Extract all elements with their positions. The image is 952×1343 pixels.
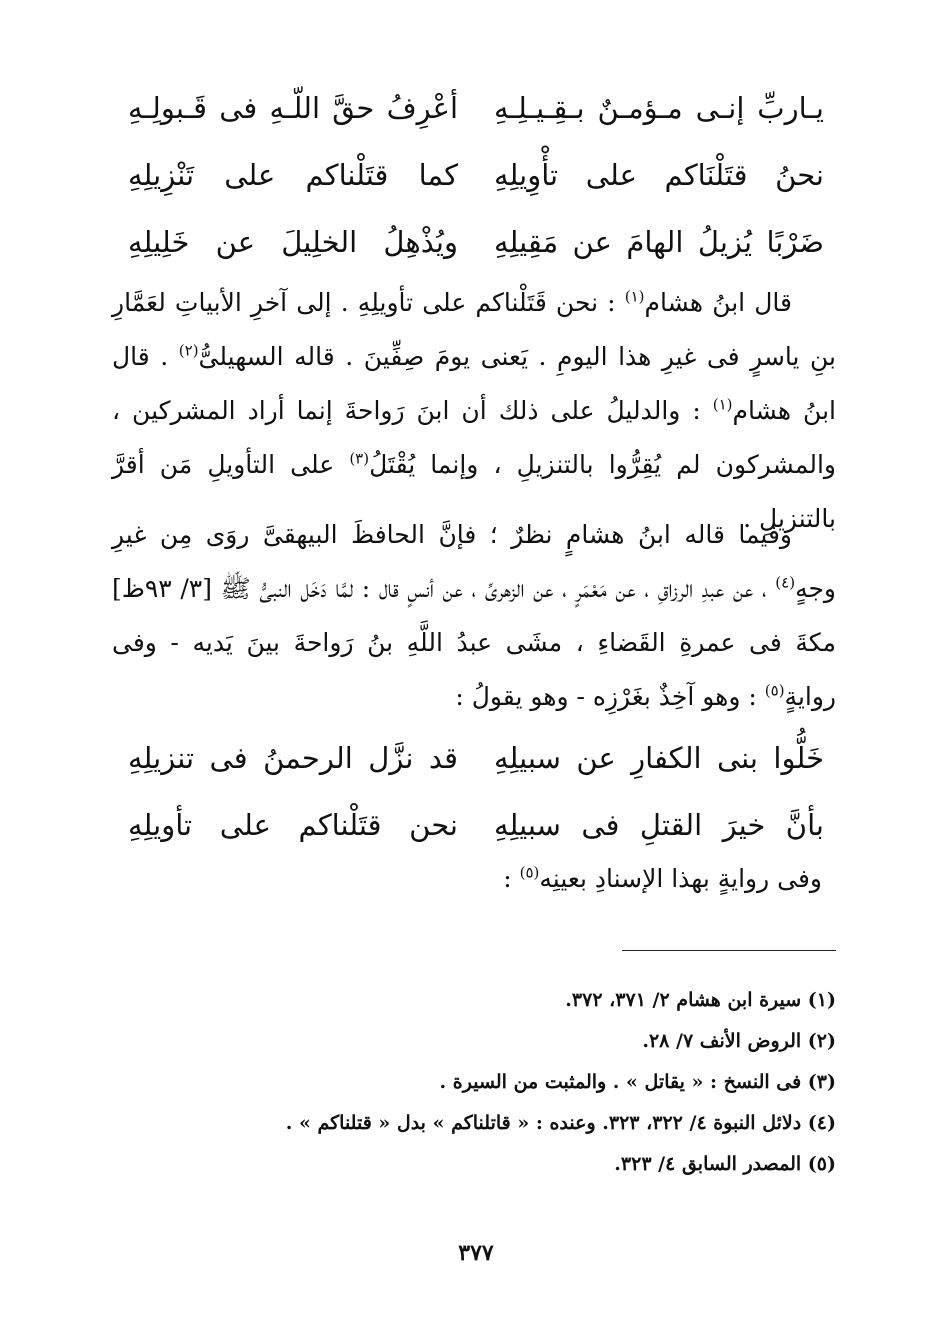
footnote: (١) سيرة ابن هشام ٢/ ٣٧١، ٣٧٢.	[565, 989, 836, 1011]
verse-second-hemistich: كما قتَلْناكم على تَنْزِيلِهِ	[128, 157, 458, 192]
text-run: : وهو آخِذٌ بغَرْزِه - وهو يقولُ :	[455, 682, 765, 711]
verse-second-hemistich: أعْرِفُ حقَّ اللّـهِ فى قَـبولِـهِ	[128, 90, 458, 125]
footnote-ref: (١)	[624, 287, 645, 306]
footnote-ref: (٥)	[764, 681, 785, 700]
poem-top	[128, 74, 824, 275]
paragraph-text	[112, 508, 836, 724]
verse-first-hemistich: بأنَّ خيرَ القتلِ فى سبيلِهِ	[494, 807, 824, 842]
footnote-separator	[622, 950, 836, 951]
paragraph-text	[112, 276, 836, 546]
text-run: : والدليلُ على ذلك أن ابنَ رَواحةَ إنما أراد المشركين ، والمشركون لم يُقِرُّوا بالتنزيلِ ، وإنما يُقْتَلُ	[112, 396, 836, 479]
verse-first-hemistich: خَلُّوا بنى الكفارِ عن سبيلِهِ	[494, 740, 824, 775]
footnote-ref: (٣)	[349, 449, 370, 468]
footnote: (٤) دلائل النبوة ٤/ ٣٢٢، ٣٢٣. وعنده : « قاتلناكم » بدل « قتلناكم » .	[285, 1112, 836, 1134]
footnote-ref: (٥)	[519, 863, 540, 882]
verse-second-hemistich: ويُذْهِلُ الخلِيلَ عن خَلِيلِهِ	[128, 224, 458, 259]
poem-bottom	[128, 724, 824, 858]
text-run: : نحن قَتَلْناكم على تأويلِهِ . إلى آخرِ الأبياتِ لعَمَّارِ بنِ ياسرٍ فى غيرِ هذا اليومِ . يَعنى يومَ صِفِّينَ . قاله السهيلىُّ	[112, 288, 836, 371]
footnote-ref: (٤)	[775, 573, 796, 592]
verse-line	[128, 791, 824, 858]
text-run: :	[503, 864, 520, 893]
footnotes	[136, 980, 836, 1185]
footnote: (٢) الروض الأنف ٧/ ٢٨.	[642, 1030, 836, 1052]
paragraph-bayhaqi	[112, 508, 836, 724]
footnote-ref: (١)	[712, 395, 733, 414]
verse-line	[128, 141, 824, 208]
verse-first-hemistich: نحنُ قتَلْنَاكم على تأْوِيلِهِ	[494, 157, 824, 192]
text-run: قال ابنُ هشام	[644, 288, 792, 317]
text-run: ، عن عبدِ الرزاقِ ، عن مَعْمَرٍ ، عن الزهرىِّ ، عن أنسٍ قال : لمَّا دَخَل النبىُّ ﷺ [٣/ ٩٣ظ] مكةَ فى عمرةِ القَضاءِ ، مشَى عبدُ اللَّهِ بنُ رَواحةَ بينَ يَديه - وفى روايةٍ	[112, 574, 836, 711]
text-run: على التأويلِ مَن أقرَّ بالتنزيلِ .	[112, 450, 836, 533]
verse-first-hemistich: يـاربِّ إنـى مـؤمـنٌ بـقِـيـلِـهِ	[494, 90, 824, 125]
footnote-ref: (٢)	[178, 341, 199, 360]
verse-line	[128, 74, 824, 141]
text-run: وفيما قاله ابنُ هشامٍ نظرٌ ؛ فإنَّ الحافظَ البيهقىَّ روَى مِن غيرِ وجهٍ	[112, 520, 836, 603]
verse-line	[128, 724, 824, 791]
paragraph-another-narration	[503, 864, 822, 893]
paragraph-ibn-hisham	[112, 276, 836, 546]
verse-line	[128, 208, 824, 275]
text-run: . قال ابنُ هشام	[112, 342, 836, 425]
text-run: وفى روايةٍ بهذا الإسنادِ بعينِه	[539, 864, 822, 893]
verse-second-hemistich: نحن قتَلْناكم على تأويلِهِ	[128, 807, 458, 842]
footnote: (٥) المصدر السابق ٤/ ٣٢٣.	[614, 1153, 836, 1175]
footnote: (٣) فى النسخ : « يقاتل » . والمثبت من السيرة .	[439, 1071, 836, 1093]
page-number: ٣٧٧	[458, 1240, 494, 1266]
verse-second-hemistich: قد نزَّل الرحمنُ فى تنزيلِهِ	[128, 740, 458, 775]
verse-first-hemistich: ضَرْبًا يُزيلُ الهامَ عن مَقِيلِهِ	[494, 224, 824, 259]
